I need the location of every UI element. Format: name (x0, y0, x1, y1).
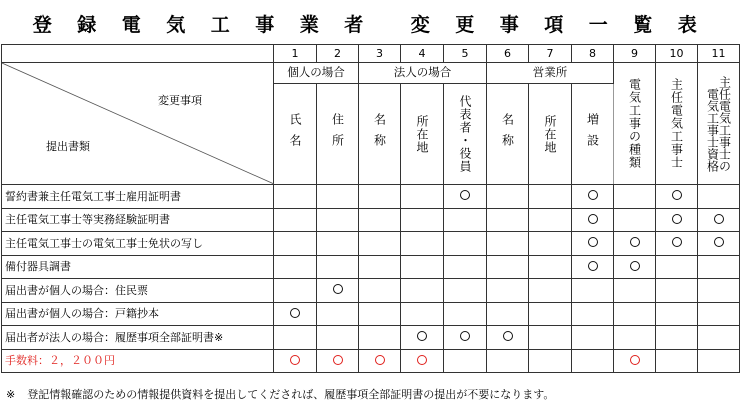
mark-cell (698, 232, 740, 256)
title-char: 事 (499, 13, 519, 36)
column-header (359, 84, 401, 185)
circle-mark-icon (714, 214, 724, 224)
column-number: 2 (317, 45, 359, 63)
mark-cell (698, 326, 740, 350)
diagonal-header-cell (2, 63, 274, 185)
mark-cell (359, 326, 401, 350)
circle-mark-icon (672, 190, 682, 200)
column-header (444, 84, 487, 185)
footnote-mark: ※ (6, 388, 16, 401)
column-header (572, 84, 614, 185)
column-number: 4 (401, 45, 444, 63)
mark-cell (317, 208, 359, 232)
title-char: 電 (121, 13, 141, 36)
mark-cell (614, 255, 656, 279)
group-header: 営業所 (487, 63, 614, 84)
mark-cell (698, 279, 740, 303)
column-header (401, 84, 444, 185)
title-char: 録 (77, 13, 97, 36)
mark-cell (487, 302, 529, 326)
document-name: 届出者が法人の場合：履歴事項全部証明書※ (2, 326, 274, 350)
page-title-text (20, 10, 710, 37)
column-header (614, 63, 656, 185)
mark-cell (656, 326, 698, 350)
column-number: 1 (274, 45, 317, 63)
mark-cell (317, 326, 359, 350)
group-header-row (2, 63, 740, 84)
mark-cell (274, 302, 317, 326)
mark-cell (529, 185, 572, 209)
mark-cell (698, 208, 740, 232)
mark-cell (274, 232, 317, 256)
mark-cell (444, 208, 487, 232)
column-header (656, 63, 698, 185)
title-char: 覧 (633, 13, 653, 36)
circle-mark-icon (333, 355, 343, 365)
title-char: 事 (255, 13, 275, 36)
title-char: 者 (344, 13, 364, 36)
title-char: 登 (32, 13, 52, 36)
circle-mark-icon (290, 355, 300, 365)
mark-cell (444, 326, 487, 350)
mark-cell (529, 232, 572, 256)
fee-row (2, 349, 740, 373)
mark-cell (274, 349, 317, 373)
mark-cell (698, 185, 740, 209)
mark-cell (572, 208, 614, 232)
mark-cell (444, 255, 487, 279)
mark-cell (656, 208, 698, 232)
mark-cell (614, 279, 656, 303)
title-char: 表 (677, 13, 697, 36)
document-name: 届出書が個人の場合：住民票 (2, 279, 274, 303)
table-row (2, 208, 740, 232)
footnote-text: 登記情報確認のための情報提供資料を提出してくだされば、履歴事項全部証明書の提出が不要になります。 (27, 388, 555, 401)
mark-cell (359, 185, 401, 209)
document-name: 誓約書兼主任電気工事士雇用証明書 (2, 185, 274, 209)
circle-mark-icon (588, 214, 598, 224)
mark-cell (698, 349, 740, 373)
column-header-label: 所在地 (543, 114, 557, 154)
footnote (6, 386, 554, 402)
title-char: 一 (588, 13, 608, 36)
change-items-label: 変更事項 (158, 94, 202, 107)
group-header: 個人の場合 (274, 63, 359, 84)
mark-cell (529, 302, 572, 326)
mark-cell (487, 232, 529, 256)
diagonal-line (2, 63, 274, 184)
column-number-row (2, 45, 740, 63)
column-header (487, 84, 529, 185)
mark-cell (529, 326, 572, 350)
circle-mark-icon (588, 237, 598, 247)
mark-cell (444, 185, 487, 209)
circle-mark-icon (588, 190, 598, 200)
column-header-label: 増設 (585, 113, 600, 155)
table-row (2, 185, 740, 209)
mark-cell (656, 185, 698, 209)
column-number: 9 (614, 45, 656, 63)
title-char: 気 (166, 13, 186, 36)
column-header-label: 住所 (330, 113, 345, 155)
mark-cell (572, 302, 614, 326)
mark-cell (359, 302, 401, 326)
mark-cell (359, 279, 401, 303)
mark-cell (656, 255, 698, 279)
circle-mark-icon (375, 355, 385, 365)
mark-cell (274, 185, 317, 209)
circle-mark-icon (503, 331, 513, 341)
column-number: 8 (572, 45, 614, 63)
blank-corner (2, 45, 274, 63)
title-char (376, 10, 398, 37)
document-name: 届出書が個人の場合：戸籍抄本 (2, 302, 274, 326)
mark-cell (359, 232, 401, 256)
mark-cell (698, 302, 740, 326)
mark-cell (487, 185, 529, 209)
column-header (317, 84, 359, 185)
mark-cell (274, 208, 317, 232)
mark-cell (401, 326, 444, 350)
circle-mark-icon (630, 261, 640, 271)
mark-cell (359, 255, 401, 279)
circle-mark-icon (290, 308, 300, 318)
mark-cell (572, 255, 614, 279)
title-char: 工 (210, 13, 230, 36)
table-row (2, 232, 740, 256)
mark-cell (614, 349, 656, 373)
circle-mark-icon (588, 261, 598, 271)
mark-cell (487, 279, 529, 303)
mark-cell (274, 279, 317, 303)
circle-mark-icon (460, 190, 470, 200)
mark-cell (487, 349, 529, 373)
mark-cell (529, 255, 572, 279)
column-number: 6 (487, 45, 529, 63)
circle-mark-icon (460, 331, 470, 341)
mark-cell (317, 279, 359, 303)
column-number: 3 (359, 45, 401, 63)
column-header-label: 代表者・役員 (458, 95, 472, 173)
column-header-line1: 主任電気工事士の (717, 75, 732, 172)
group-header: 法人の場合 (359, 63, 487, 84)
document-name: 備付器具調書 (2, 255, 274, 279)
mark-cell (317, 349, 359, 373)
documents-label: 提出書類 (46, 140, 90, 153)
circle-mark-icon (417, 355, 427, 365)
mark-cell (401, 349, 444, 373)
column-number: 11 (698, 45, 740, 63)
mark-cell (656, 279, 698, 303)
mark-cell (529, 279, 572, 303)
mark-cell (317, 302, 359, 326)
circle-mark-icon (630, 355, 640, 365)
mark-cell (656, 232, 698, 256)
mark-cell (274, 255, 317, 279)
mark-cell (274, 326, 317, 350)
mark-cell (572, 326, 614, 350)
document-name: 主任電気工事士等実務経験証明書 (2, 208, 274, 232)
mark-cell (656, 349, 698, 373)
mark-cell (572, 279, 614, 303)
mark-cell (401, 208, 444, 232)
mark-cell (487, 255, 529, 279)
mark-cell (614, 232, 656, 256)
change-items-table (1, 44, 740, 373)
column-header-label: 主任電気工事士 (669, 78, 684, 169)
circle-mark-icon (714, 237, 724, 247)
circle-mark-icon (417, 331, 427, 341)
mark-cell (698, 255, 740, 279)
circle-mark-icon (672, 237, 682, 247)
table-row (2, 255, 740, 279)
mark-cell (487, 326, 529, 350)
document-name: 手数料：２，２００円 (2, 349, 274, 373)
column-number: 10 (656, 45, 698, 63)
mark-cell (614, 208, 656, 232)
circle-mark-icon (672, 214, 682, 224)
circle-mark-icon (630, 237, 640, 247)
table-row (2, 279, 740, 303)
title-char: 更 (455, 13, 475, 36)
mark-cell (444, 349, 487, 373)
mark-cell (359, 349, 401, 373)
mark-cell (444, 279, 487, 303)
mark-cell (614, 302, 656, 326)
title-char: 業 (299, 13, 319, 36)
mark-cell (529, 349, 572, 373)
mark-cell (444, 302, 487, 326)
table-row (2, 326, 740, 350)
column-header-line2: 電気工事士資格 (705, 87, 720, 172)
table-row (2, 302, 740, 326)
mark-cell (614, 326, 656, 350)
mark-cell (572, 185, 614, 209)
document-name: 主任電気工事士の電気工事士免状の写し (2, 232, 274, 256)
mark-cell (487, 208, 529, 232)
column-number: 5 (444, 45, 487, 63)
column-header (698, 63, 740, 185)
column-number: 7 (529, 45, 572, 63)
title-char: 項 (544, 13, 564, 36)
column-header-label: 名称 (500, 113, 515, 155)
circle-mark-icon (333, 284, 343, 294)
mark-cell (656, 302, 698, 326)
mark-cell (444, 232, 487, 256)
mark-cell (572, 232, 614, 256)
mark-cell (401, 302, 444, 326)
column-header-label: 所在地 (415, 114, 429, 154)
column-header (529, 84, 572, 185)
mark-cell (572, 349, 614, 373)
page-title (0, 8, 741, 38)
column-header (274, 84, 317, 185)
mark-cell (401, 279, 444, 303)
title-char: 変 (410, 13, 430, 36)
column-header-label: 電気工事の種類 (627, 78, 642, 169)
column-header-label: 氏名 (288, 113, 302, 155)
mark-cell (529, 208, 572, 232)
mark-cell (317, 232, 359, 256)
mark-cell (401, 232, 444, 256)
mark-cell (401, 185, 444, 209)
mark-cell (614, 185, 656, 209)
mark-cell (317, 255, 359, 279)
mark-cell (401, 255, 444, 279)
mark-cell (359, 208, 401, 232)
column-header-label: 名称 (372, 113, 387, 155)
mark-cell (317, 185, 359, 209)
